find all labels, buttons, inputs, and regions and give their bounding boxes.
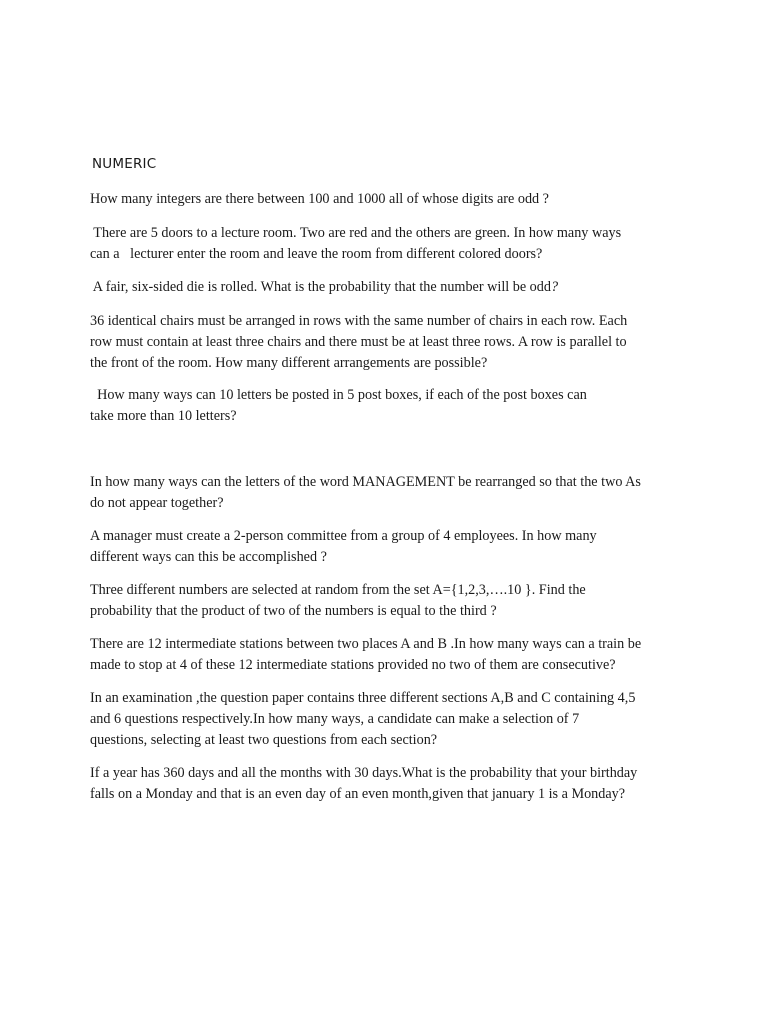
question-line: In how many ways can the letters of the word MANAGEMENT be rearranged so that the two As: [90, 474, 641, 490]
question-integers-odd-digits: [90, 189, 690, 210]
question-line: How many ways can 10 letters be posted in 5 post boxes, if each of the post boxes can: [90, 387, 587, 403]
question-line: There are 12 intermediate stations between two places A and B .In how many ways can a train be: [90, 636, 642, 652]
question-line: the front of the room. How many different arrangements are possible?: [90, 355, 488, 371]
question-line: If a year has 360 days and all the months with 30 days.What is the probability that your birthday: [90, 765, 638, 781]
question-line: can a lecturer enter the room and leave the room from different colored doors?: [90, 246, 543, 262]
question-line: Three different numbers are selected at random from the set A={1,2,3,….10 }. Find the: [90, 582, 586, 598]
question-examination-sections: [90, 688, 690, 751]
question-die-roll: [90, 277, 690, 298]
question-birthday-probability: [90, 763, 690, 805]
question-line: questions, selecting at least two questions from each section?: [90, 732, 438, 748]
question-line: How many integers are there between 100 and 1000 all of whose digits are odd ?: [90, 191, 549, 207]
question-chairs-arrangement: [90, 311, 690, 374]
question-line: falls on a Monday and that is an even day of an even month,given that january 1 is a Monday?: [90, 786, 626, 802]
question-line: different ways can this be accomplished ?: [90, 549, 327, 565]
question-product-numbers: [90, 580, 690, 622]
question-line: In an examination ,the question paper contains three different sections A,B and C containing 4,5: [90, 690, 636, 706]
question-letters-post-boxes: [90, 385, 690, 427]
question-line: and 6 questions respectively.In how many ways, a candidate can make a selection of 7: [90, 711, 580, 727]
question-mark: ?: [550, 279, 559, 295]
question-committee: [90, 526, 690, 568]
question-lecture-room-doors: [90, 223, 690, 265]
question-line: do not appear together?: [90, 495, 224, 511]
question-management-letters: [90, 472, 690, 514]
question-line-wrapper: [90, 277, 690, 298]
question-line: A manager must create a 2-person committee from a group of 4 employees. In how many: [90, 528, 597, 544]
question-train-stations: [90, 634, 690, 676]
question-line: A fair, six-sided die is rolled. What is the probability that the number will be odd: [90, 279, 551, 295]
section-heading: NUMERIC: [92, 156, 157, 172]
question-line: There are 5 doors to a lecture room. Two are red and the others are green. In how many ways: [90, 225, 622, 241]
question-line: row must contain at least three chairs and there must be at least three rows. A row is parallel to: [90, 334, 627, 350]
question-line: 36 identical chairs must be arranged in rows with the same number of chairs in each row. Each: [90, 313, 628, 329]
question-line: take more than 10 letters?: [90, 408, 237, 424]
question-line: made to stop at 4 of these 12 intermediate stations provided no two of them are consecutive?: [90, 657, 616, 673]
question-line: probability that the product of two of the numbers is equal to the third ?: [90, 603, 497, 619]
